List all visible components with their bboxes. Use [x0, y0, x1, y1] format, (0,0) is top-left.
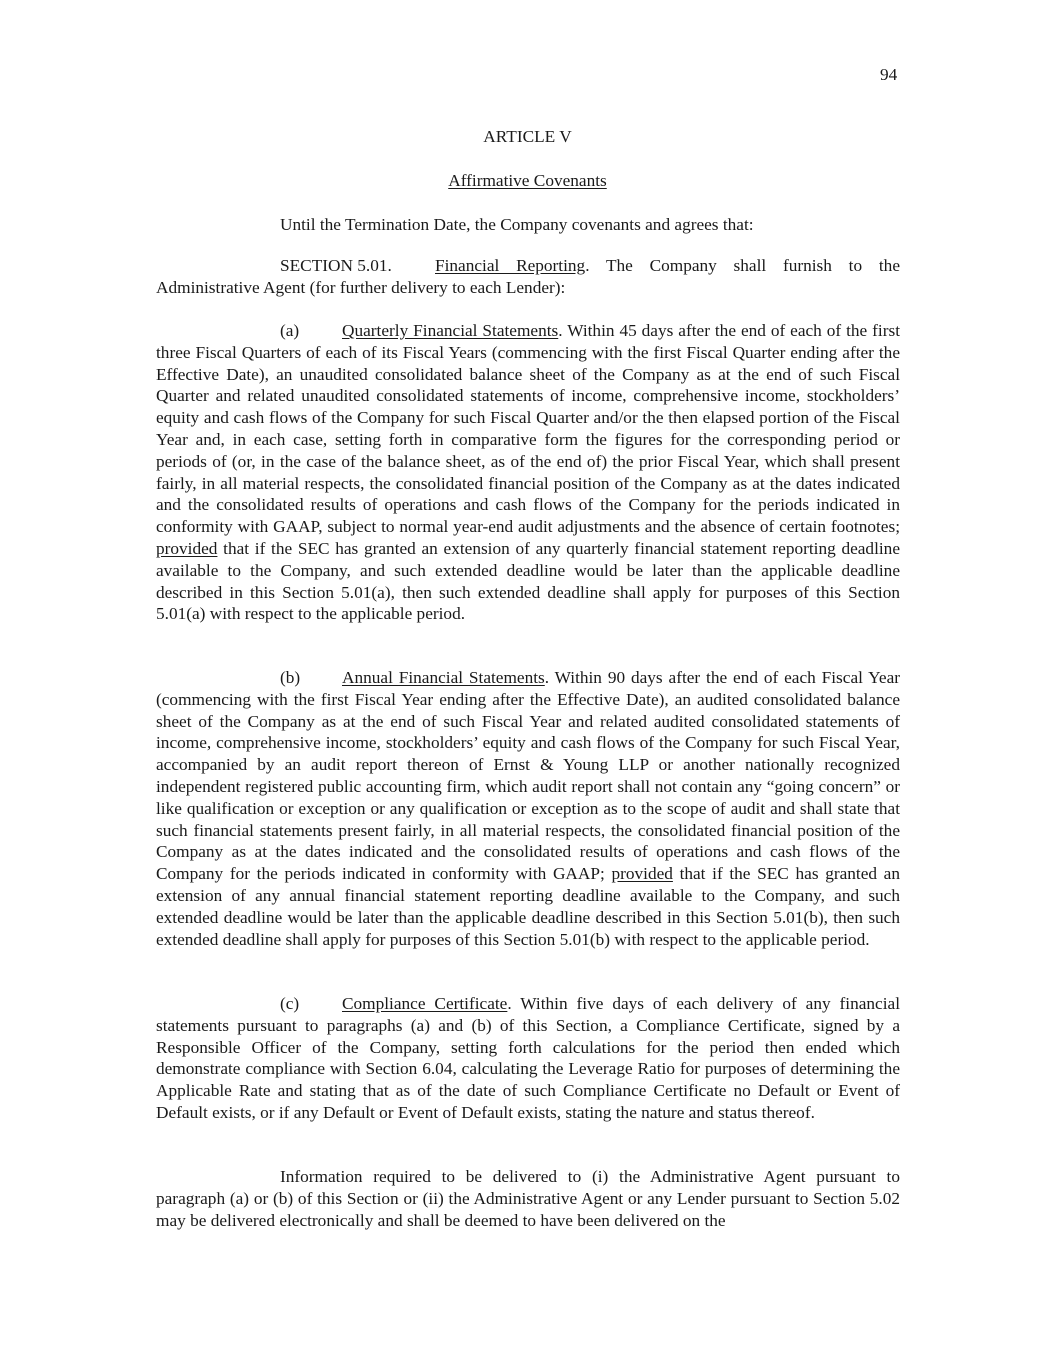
page-number: 94	[880, 65, 898, 84]
section-5-01-paragraph	[156, 255, 900, 299]
paragraph-b	[156, 667, 900, 950]
paragraph-b-proviso: provided	[611, 864, 673, 884]
paragraph-b-heading: Annual Financial Statements	[342, 668, 545, 687]
paragraph-a-text-2: that if the SEC has granted an extension of any quarterly financial statement reporting deadline available to the Company, and such extended deadline would be later than the applicable deadline described in this Section 5.01(a), then such extended deadline shall apply for purposes of this Section 5.01(a) with respect to the applicable period.	[156, 538, 900, 624]
article-title: ARTICLE V	[483, 127, 572, 146]
paragraph-c-text-1: . Within five days of each delivery of any financial statements pursuant to paragraphs (a) and (b) of this Section, a Compliance Certificate, signed by a Responsible Officer of the Company, setting forth calculations for the period then ended which demonstrate compliance with Section 6.04, calculating the Leverage Ratio for purposes of determining the Applicable Rate and stating that as of the date of such Compliance Certificate no Default or Event of Default exists, or if any Default or Event of Default exists, stating the nature and status thereof.	[156, 994, 901, 1122]
paragraph-a-heading: Quarterly Financial Statements	[342, 321, 559, 340]
lead-in-paragraph: Until the Termination Date, the Company covenants and agrees that:	[280, 215, 754, 234]
paragraph-a-label: (a)	[280, 321, 300, 340]
paragraph-c-label: (c)	[280, 994, 300, 1013]
paragraph-a-proviso: provided	[156, 538, 218, 558]
paragraph-b-text-2: that if the SEC has granted an extension of any annual financial statement reporting deadline available to the Company, and such extended deadline would be later than the applicable deadline described in this Section 5.01(b), then such extended deadline shall apply for purposes of this Section 5.01(b) with respect to the applicable period.	[156, 864, 900, 949]
section-heading: Financial Reporting	[435, 256, 586, 275]
section-number: SECTION 5.01.	[280, 256, 392, 275]
paragraph-a	[156, 320, 900, 625]
closing-paragraph: Information required to be delivered to (i) the Administrative Agent pursuant to paragraph (a) or (b) of this Section or (ii) the Administrative Agent or any Lender pursuant to Section 5.02 may be delivered electronically and shall be deemed to have been delivered on the	[156, 1167, 900, 1230]
section-text: . The Company shall furnish to the Administrative Agent (for further delivery to each Lender):	[156, 256, 900, 297]
paragraph-c	[156, 993, 900, 1124]
paragraph-b-text-1: . Within 90 days after the end of each Fiscal Year (commencing with the first Fiscal Year ending after the Effective Date), an audited consolidated balance sheet of the Company as at the end of such Fiscal Year and related audited consolidated statements of income, comprehensive income, stockholders’ equity and cash flows of the Company for such Fiscal Year, accompanied by an audit report thereon of Ernst & Young LLP or another nationally recognized independent registered public accounting firm, which audit report shall not contain any “going concern” or like qualification or exception or any qualification or exception as to the scope of audit and shall state that such financial statements present fairly, in all material respects, the consolidated financial position of the Company as at the dates indicated and the consolidated results of operations and cash flows of the Company for the periods indicated in conformity with GAAP;	[156, 668, 901, 884]
paragraph-c-heading: Compliance Certificate	[342, 994, 508, 1013]
article-subtitle	[0, 170, 1055, 192]
article-subtitle-text: Affirmative Covenants	[448, 171, 607, 190]
paragraph-a-text-1: . Within 45 days after the end of each of the first three Fiscal Quarters of each of its Fiscal Years (commencing with the first Fiscal Quarter ending after the Effective Date), an unaudited consolidated balance sheet of the Company as at the end of such Fiscal Quarter and related unaudited consolidated statements of income, comprehensive income, stockholders’ equity and cash flows of the Company for such Fiscal Quarter and/or the then elapsed portion of the Fiscal Year and, in each case, setting forth in comparative form the figures for the corresponding period or periods of (or, in the case of the balance sheet, as of the end of) the prior Fiscal Year, which shall present fairly, in all material respects, the consolidated financial position of the Company as at the dates indicated and the consolidated results of operations and cash flows of the Company for the periods indicated in conformity with GAAP, subject to normal year-end audit adjustments and the absence of certain footnotes;	[156, 321, 900, 537]
paragraph-b-label: (b)	[280, 668, 301, 687]
